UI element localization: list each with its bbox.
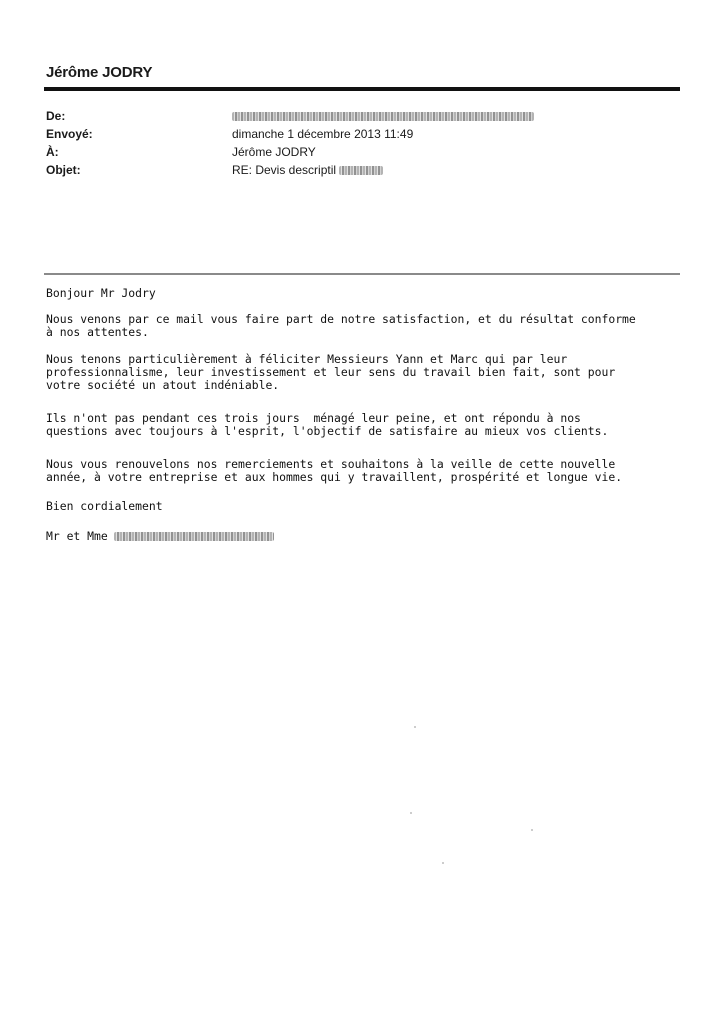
signature [46,530,686,543]
scan-speck [414,726,416,728]
to-label: À: [46,145,59,159]
scan-speck [410,812,412,814]
to-value: Jérôme JODRY [232,145,316,159]
header-sent-row [46,127,686,143]
body-divider [44,273,680,275]
paragraph-1: Nous venons par ce mail vous faire part de notre satisfaction, et du résultat conforme à nos attentes. [46,312,636,339]
signature-text: Mr et Mme [46,529,108,543]
header-from-row [46,109,686,125]
closing: Bien cordialement [46,499,163,513]
from-label: De: [46,109,66,123]
sender-name: Jérôme JODRY [46,64,153,81]
header-to-row [46,145,686,161]
redacted-signature-name [114,532,274,541]
greeting: Bonjour Mr Jodry [46,286,156,300]
sent-value: dimanche 1 décembre 2013 11:49 [232,127,414,141]
subject-value: RE: Devis descriptil [232,163,383,177]
redacted-email-address [232,112,534,121]
header-subject-row [46,163,686,179]
header-divider [44,87,680,91]
scan-speck [442,862,444,864]
subject-label: Objet: [46,163,81,177]
redacted-subject-word [339,166,383,175]
paragraph-2: Nous tenons particulièrement à féliciter Messieurs Yann et Marc qui par leur professionnalisme, leur investissement et leur sens du travail bien fait, sont pour votre société un atout indéniable. [46,352,616,392]
sent-label: Envoyé: [46,127,93,141]
scan-speck [531,829,533,831]
paragraph-4: Nous vous renouvelons nos remerciements et souhaitons à la veille de cette nouvelle année, à votre entreprise et aux hommes qui y travaillent, prospérité et longue vie. [46,457,623,484]
from-value [232,109,534,123]
paragraph-3: Ils n'ont pas pendant ces trois jours ménagé leur peine, et ont répondu à nos questions avec toujours à l'esprit, l'objectif de satisfaire au mieux vos clients. [46,411,609,438]
